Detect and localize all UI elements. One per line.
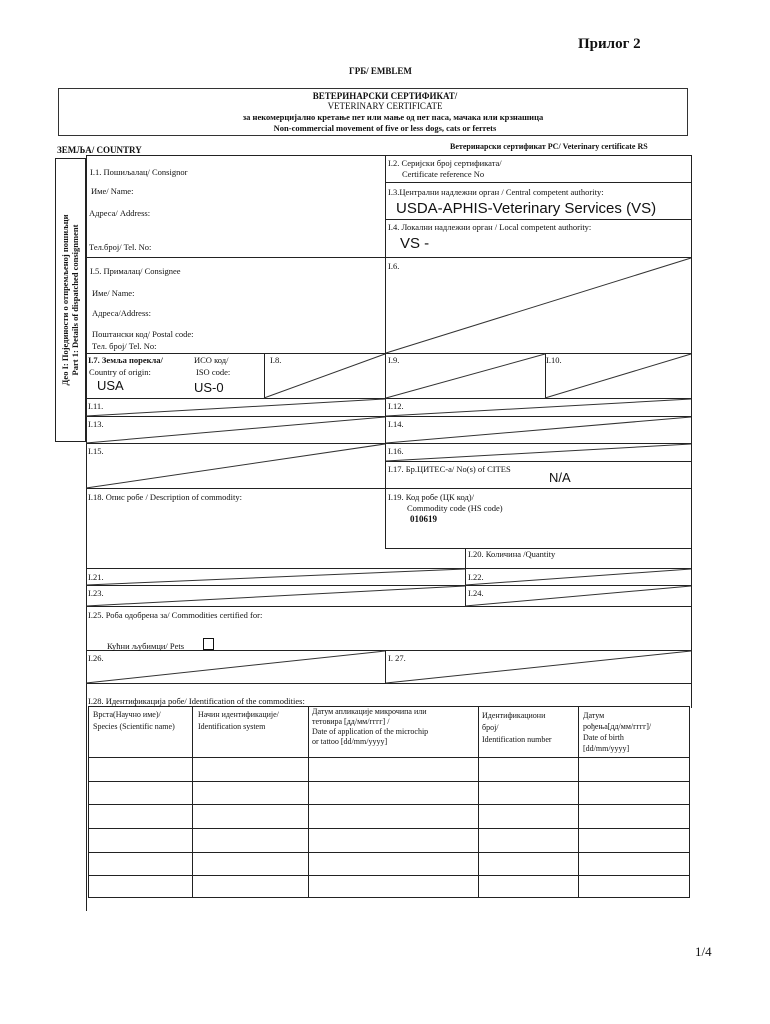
- i25-pets-label: Кућни љубимци/ Pets: [107, 641, 185, 651]
- i7-origin-label: I.7. Земља порекла/: [88, 355, 163, 365]
- table-header-id-number: Идентификациони број/ Identification number: [482, 711, 552, 744]
- i14-label: I.14.: [388, 419, 404, 429]
- i19-commodity-code-label: I.19. Код робе (ЦК код)/: [388, 492, 475, 502]
- i26-label: I.26.: [88, 653, 104, 663]
- i4-local-authority-label: I.4. Локални надлежни орган / Local competent authority:: [388, 222, 592, 232]
- i18-description-label: I.18. Опис робе / Description of commodity:: [88, 492, 243, 502]
- i5-tel-label: Тел. број/ Tel. No:: [92, 341, 157, 351]
- i16-label: I.16.: [388, 446, 404, 456]
- i25-pets-checkbox[interactable]: [203, 638, 214, 650]
- i24-label: I.24.: [468, 588, 484, 598]
- i25-certified-for-label: I.25. Роба одобрена за/ Commodities certified for:: [88, 610, 263, 620]
- certificate-rs-label: Ветеринарски сертификат РС/ Veterinary certificate RS: [450, 142, 648, 151]
- subtitle-en: Non-commercial movement of five or less dogs, cats or ferrets: [273, 123, 497, 133]
- i19-commodity-code-value[interactable]: 010619: [410, 514, 437, 524]
- i5-address-label: Адреса/Address:: [92, 308, 151, 318]
- i1-address-label: Адреса/ Address:: [89, 208, 151, 218]
- i28-identification-label: I.28. Идентификација робе/ Identification of the commodities:: [88, 696, 305, 706]
- i5-postal-label: Поштански код/ Postal code:: [92, 329, 194, 339]
- i17-cites-value[interactable]: N/A: [549, 470, 571, 485]
- i15-label: I.15.: [88, 446, 104, 456]
- i20-quantity-label: I.20. Количина /Quantity: [468, 549, 556, 559]
- annex-label: Прилог 2: [578, 36, 641, 52]
- i11-label: I.11.: [88, 401, 104, 411]
- i17-cites-label: I.17. Бр.ЦИТЕС-а/ No(s) of CITES: [388, 464, 511, 474]
- i4-local-authority-value[interactable]: VS -: [400, 235, 430, 252]
- i5-consignee-label: I.5. Прималац/ Consignee: [90, 266, 181, 276]
- i7-iso-label-en: ISO code:: [196, 367, 231, 377]
- i23-label: I.23.: [88, 588, 104, 598]
- title-en: VETERINARY CERTIFICATE: [327, 101, 443, 111]
- i7-origin-value[interactable]: USA: [97, 378, 124, 393]
- title-sr: ВЕТЕРИНАРСКИ СЕРТИФИКАТ/: [312, 91, 458, 101]
- i1-tel-label: Тел.број/ Tel. No:: [89, 242, 152, 252]
- i5-name-label: Име/ Name:: [92, 288, 135, 298]
- i2-reference-label-en: Certificate reference No: [402, 169, 485, 179]
- subtitle-sr: за некомерцијално кретање пет или мање од пет паса, мачака или крзнашица: [242, 112, 544, 122]
- table-header-birth-date: Датум рођења[дд/мм/гггг]/ Date of birth [dd/mm/yyyy]: [583, 711, 652, 753]
- i13-label: I.13.: [88, 419, 104, 429]
- country-label: ЗЕМЉА/ COUNTRY: [57, 145, 142, 155]
- i9-label: I.9.: [388, 355, 400, 365]
- part1-side-label: Део I: Појединости о отпремљеној пошиљци Part 1: Details of dispatched consignment: [60, 214, 80, 386]
- i3-central-authority-label: I.3.Централни надлежни орган / Central competent authority:: [388, 187, 604, 197]
- emblem-label: ГРБ/ EMBLEM: [349, 66, 412, 76]
- i2-reference-label: I.2. Серијски број сертификата/: [388, 158, 502, 168]
- table-header-species: Врста(Научно име)/ Species (Scientific name): [93, 710, 175, 731]
- i8-label: I.8.: [270, 355, 282, 365]
- i10-label: I.10.: [546, 355, 562, 365]
- i12-label: I.12.: [388, 401, 404, 411]
- i1-name-label: Име/ Name:: [91, 186, 134, 196]
- i27-label: I. 27.: [388, 653, 406, 663]
- i3-central-authority-value[interactable]: USDA-APHIS-Veterinary Services (VS): [396, 200, 657, 217]
- i7-iso-label: ИСО код/: [194, 355, 229, 365]
- i7-origin-label-en: Country of origin:: [89, 367, 151, 377]
- i21-label: I.21.: [88, 572, 104, 582]
- i6-label: I.6.: [388, 261, 400, 271]
- table-header-application-date: Датум апликације микрочипа или тетовира [дд/мм/гггг] / Date of application of the microchip or tattoo [dd/mm/yyyy]: [312, 707, 429, 746]
- i7-iso-value[interactable]: US-0: [194, 380, 224, 395]
- page-number: 1/4: [695, 944, 712, 959]
- i1-consignor-label: I.1. Пошиљалац/ Consignor: [90, 167, 188, 177]
- i22-label: I.22.: [468, 572, 484, 582]
- table-header-id-system: Начин идентификације/ Identification system: [198, 710, 279, 731]
- i19-commodity-code-label-en: Commodity code (HS code): [407, 503, 503, 513]
